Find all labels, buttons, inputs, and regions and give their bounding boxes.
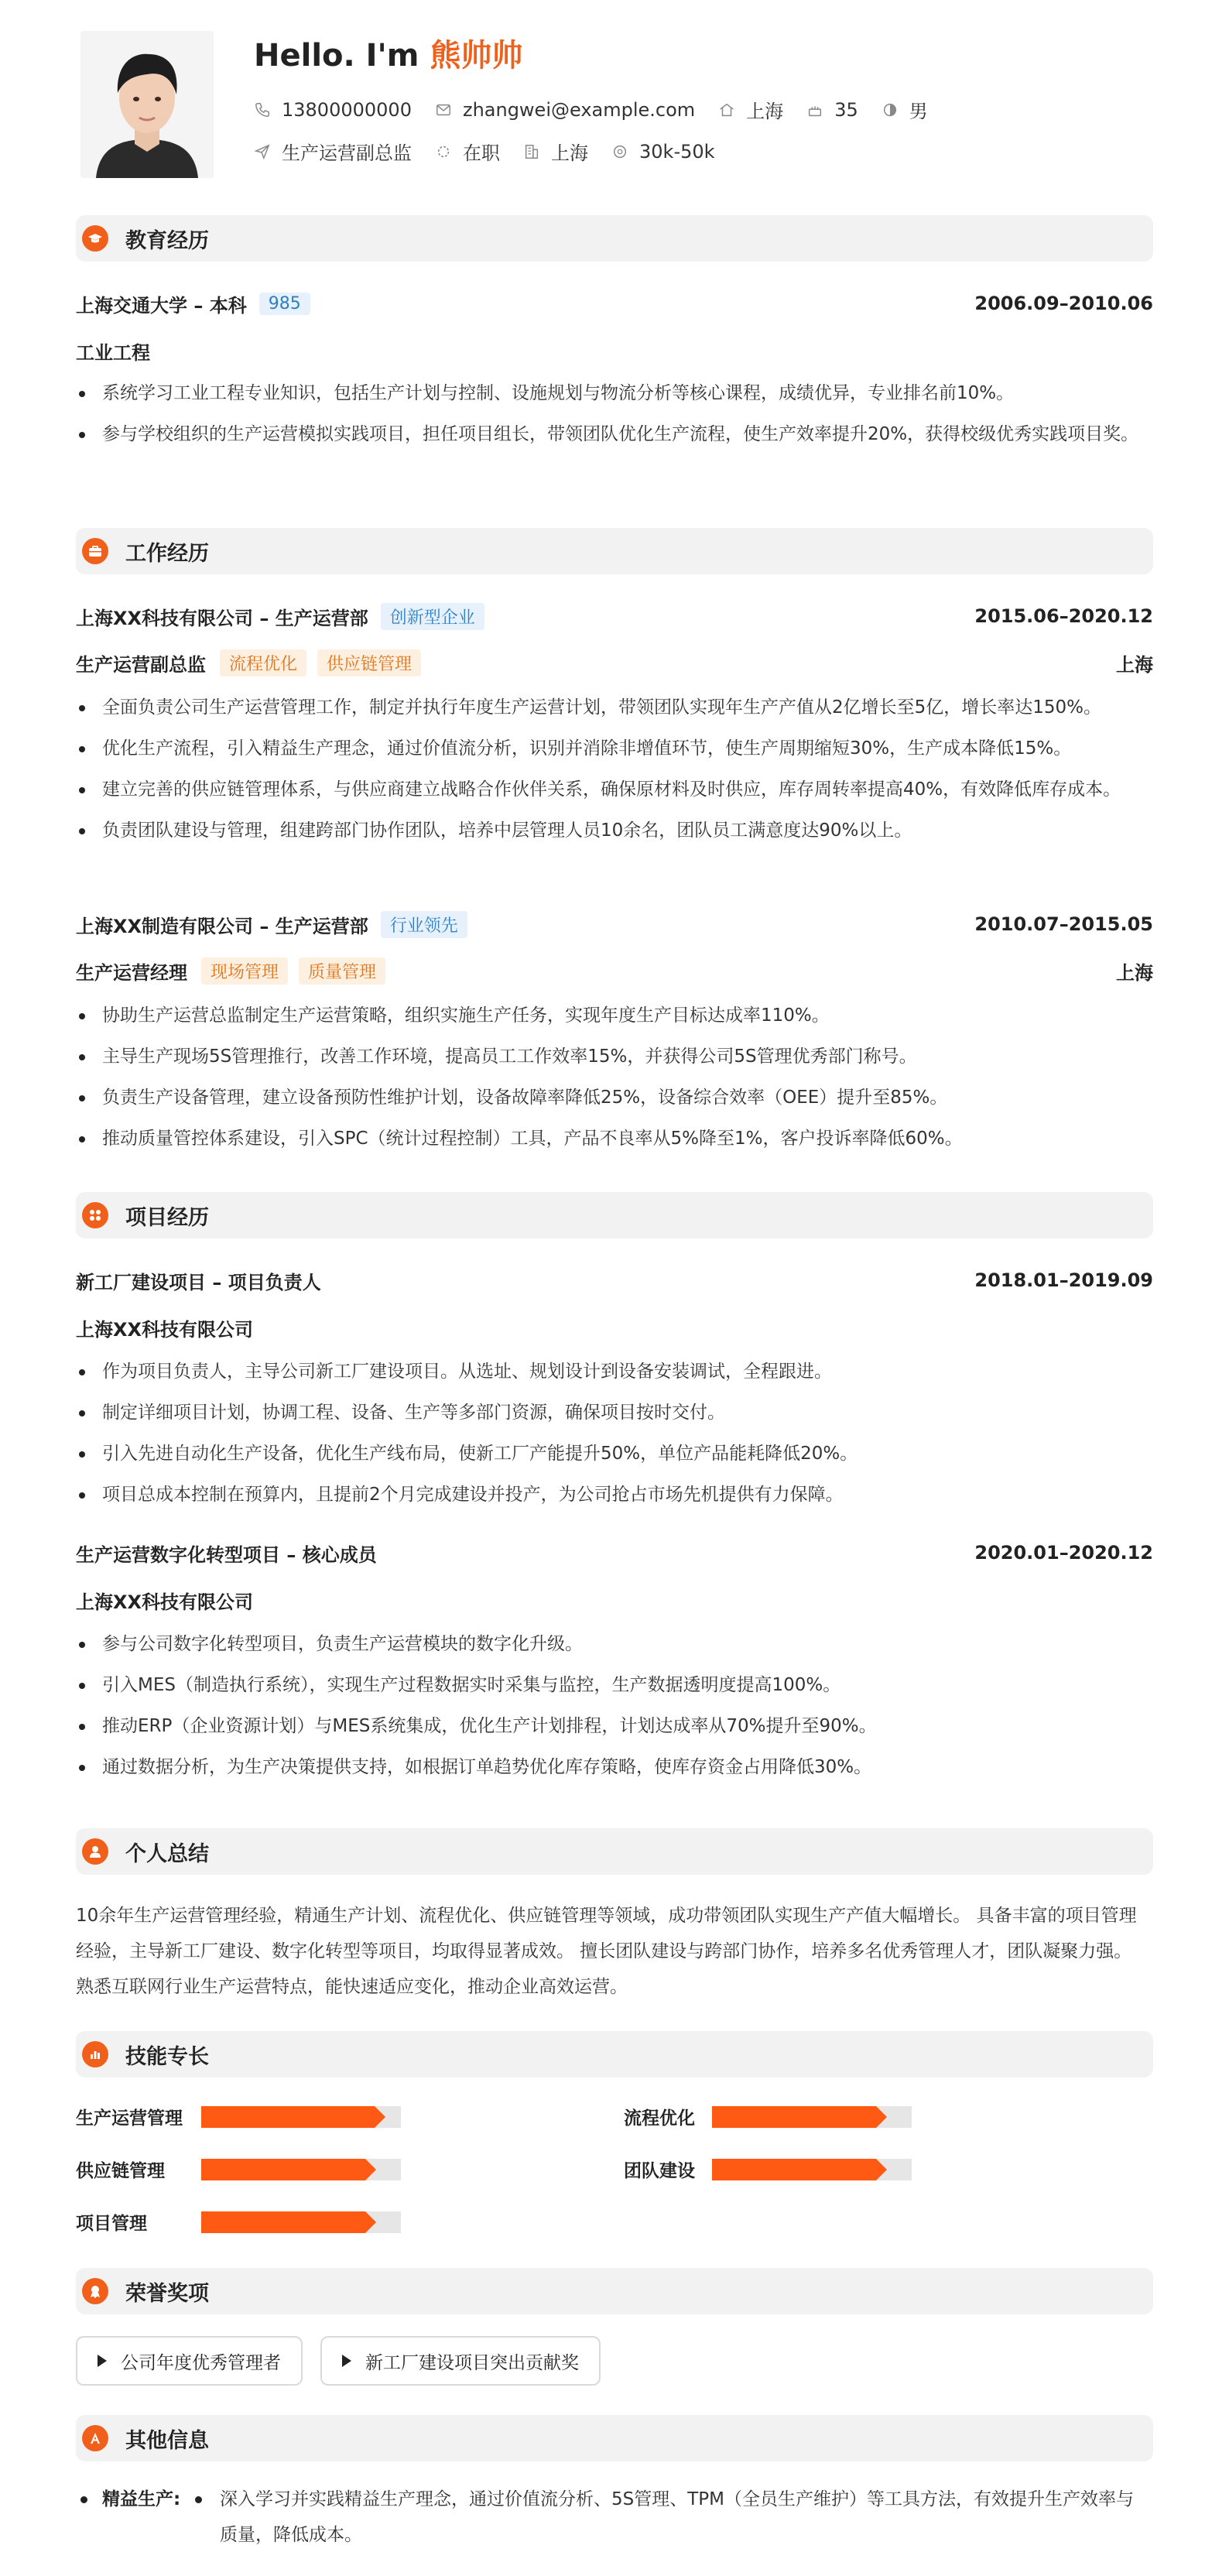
project-entry-header [76, 1539, 1153, 1567]
job-role: 生产运营经理 [76, 961, 187, 984]
play-icon [342, 2355, 351, 2367]
list-item: 主导生产现场5S管理推行，改善工作环境，提高员工工作效率15%，并获得公司5S管理优秀部门称号。 [76, 1041, 1153, 1072]
home-icon [718, 101, 735, 118]
gender-item [882, 96, 928, 123]
company-name: 上海XX科技有限公司 – 生产运营部 [76, 607, 368, 629]
location-text: 上海 [746, 101, 784, 122]
awards-section-header [76, 2268, 1153, 2314]
skill-bar-fill [201, 2211, 365, 2233]
skill-bar-fill [712, 2159, 876, 2180]
skill-tag: 现场管理 [201, 957, 288, 985]
job-entry-header [76, 602, 1153, 630]
age-icon [806, 101, 823, 118]
job-role: 生产运营副总监 [76, 653, 206, 676]
skill-tag: 供应链管理 [317, 649, 421, 677]
bullet-dot [80, 2496, 87, 2503]
money-icon [611, 143, 628, 160]
list-item: 参与学校组织的生产运营模拟实践项目，担任项目组长，带领团队优化生产流程，使生产效率提升20%，获得校级优秀实践项目奖。 [76, 419, 1153, 450]
list-item: 优化生产流程，引入精益生产理念，通过价值流分析，识别并消除非增值环节，使生产周期缩短30%，生产成本降低15%。 [76, 733, 1153, 764]
skill-bar-fill [712, 2106, 876, 2128]
awards-section-title: 荣誉奖项 [125, 2281, 209, 2306]
skill-bar-fill [201, 2159, 365, 2180]
school-tag: 985 [259, 293, 310, 315]
salary-item [611, 141, 715, 163]
resume-header [76, 0, 1153, 194]
bullet-dot [195, 2496, 202, 2503]
skill-name: 团队建设 [624, 2161, 695, 2181]
education-section-title: 教育经历 [125, 228, 209, 253]
other-info-label: 精益生产: [102, 2489, 181, 2509]
skills-section-title: 技能专长 [125, 2044, 209, 2069]
company-name: 上海XX制造有限公司 – 生产运营部 [76, 915, 368, 937]
job-entry-header [76, 910, 1153, 938]
age-text: 35 [834, 98, 858, 121]
summary-section-header [76, 1828, 1153, 1875]
award-item [320, 2336, 601, 2386]
list-item: 引入先进自动化生产设备，优化生产线布局，使新工厂产能提升50%，单位产品能耗降低20%。 [76, 1438, 1153, 1469]
mail-icon [435, 101, 452, 118]
job-role-row [76, 957, 1153, 985]
location-item [718, 96, 783, 123]
status-text: 在职 [463, 142, 500, 164]
list-item: 负责团队建设与管理，组建跨部门协作团队，培养中层管理人员10余名，团队员工满意度达90%以上。 [76, 815, 1153, 846]
skill-item [76, 2156, 401, 2182]
school-name: 上海交通大学 – 本科 [76, 294, 247, 317]
list-item: 系统学习工业工程专业知识，包括生产计划与控制、设施规划与物流分析等核心课程，成绩优异，专业排名前10%。 [76, 378, 1153, 409]
skill-name: 供应链管理 [76, 2161, 165, 2181]
list-item: 制定详细项目计划，协调工程、设备、生产等多部门资源，确保项目按时交付。 [76, 1397, 1153, 1428]
job-bullets [76, 692, 1153, 856]
contact-row [254, 96, 951, 123]
project-title: 生产运营数字化转型项目 – 核心成员 [76, 1543, 377, 1566]
skill-tag: 流程优化 [220, 649, 306, 677]
info-icon [82, 2425, 108, 2451]
projects-section-title: 项目经历 [125, 1205, 209, 1230]
briefcase-icon [82, 538, 108, 564]
project-date: 2018.01–2019.09 [974, 1269, 1153, 1291]
list-item: 推动ERP（企业资源计划）与MES系统集成，优化生产计划排程，计划达成率从70%提升至90%。 [76, 1711, 1153, 1742]
phone-text: 13800000000 [282, 98, 412, 121]
work-section-header [76, 528, 1153, 574]
skill-tag: 质量管理 [299, 957, 385, 985]
phone-icon [254, 101, 271, 118]
gender-icon [882, 101, 899, 118]
education-section-header [76, 215, 1153, 262]
chart-icon [82, 2041, 108, 2067]
skill-bar-fill [201, 2106, 375, 2128]
project-company: 上海XX科技有限公司 [76, 1319, 254, 1341]
education-bullets [76, 378, 1153, 460]
skill-name: 项目管理 [76, 2214, 147, 2234]
candidate-name: 熊帅帅 [430, 38, 523, 74]
job-date: 2015.06–2020.12 [974, 605, 1153, 627]
other-section-header [76, 2415, 1153, 2461]
project-title: 新工厂建设项目 – 项目负责人 [76, 1271, 321, 1293]
skill-item [624, 2104, 912, 2129]
work-section-title: 工作经历 [125, 541, 209, 566]
list-item: 通过数据分析，为生产决策提供支持，如根据订单趋势优化库存策略，使库存资金占用降低30%。 [76, 1752, 1153, 1783]
list-item: 全面负责公司生产运营管理工作，制定并执行年度生产运营计划，带领团队实现年生产产值从2亿增长至5亿，增长率达150%。 [76, 692, 1153, 723]
skill-item [76, 2104, 401, 2129]
summary-section-title: 个人总结 [125, 1841, 209, 1866]
list-item: 项目总成本控制在预算内，且提前2个月完成建设并投产，为公司抢占市场先机提供有力保障。 [76, 1479, 1153, 1510]
user-icon [82, 1838, 108, 1865]
grid-icon [82, 1202, 108, 1228]
greeting-title [254, 31, 522, 75]
award-label: 公司年度优秀管理者 [121, 2352, 281, 2373]
avatar [80, 31, 214, 178]
other-section-title: 其他信息 [125, 2428, 209, 2453]
skill-bar [712, 2106, 912, 2128]
job-city: 上海 [1116, 961, 1153, 984]
company-tag: 创新型企业 [381, 603, 484, 630]
education-entry-header [76, 289, 1153, 317]
list-item: 建立完善的供应链管理体系，与供应商建立战略合作伙伴关系，确保原材料及时供应，库存周转率提高40%，有效降低库存成本。 [76, 774, 1153, 805]
phone-item [254, 99, 412, 121]
job-role-row [76, 649, 1153, 677]
skill-name: 生产运营管理 [76, 2108, 183, 2129]
job-city: 上海 [1116, 653, 1153, 676]
list-item: 参与公司数字化转型项目，负责生产运营模块的数字化升级。 [76, 1629, 1153, 1660]
skill-bar [712, 2159, 912, 2180]
send-icon [254, 143, 271, 160]
list-item: 负责生产设备管理，建立设备预防性维护计划，设备故障率降低25%，设备综合效率（OEE）提升至85%。 [76, 1082, 1153, 1113]
education-date: 2006.09–2010.06 [974, 293, 1153, 314]
other-info-text: 深入学习并实践精益生产理念，通过价值流分析、5S管理、TPM（全员生产维护）等工具方法，有效提升生产效率与质量，降低成本。 [220, 2489, 1134, 2545]
projects-section-header [76, 1192, 1153, 1238]
skill-bar [201, 2159, 401, 2180]
greeting-text: Hello. I'm [254, 38, 419, 74]
position-text: 生产运营副总监 [282, 142, 412, 164]
list-item: 推动质量管控体系建设，引入SPC（统计过程控制）工具，产品不良率从5%降至1%，客户投诉率降低60%。 [76, 1123, 1153, 1154]
email-text: zhangwei@example.com [462, 98, 696, 121]
project-entry-header [76, 1266, 1153, 1294]
project-company: 上海XX科技有限公司 [76, 1591, 254, 1613]
award-label: 新工厂建设项目突出贡献奖 [365, 2352, 579, 2373]
building-icon [523, 143, 540, 160]
project-date: 2020.01–2020.12 [974, 1542, 1153, 1564]
award-icon [82, 2278, 108, 2304]
summary-text: 10余年生产运营管理经验，精通生产计划、流程优化、供应链管理等领域，成功带领团队实现生产产值大幅增长。 具备丰富的项目管理经验，主导新工厂建设、数字化转型等项目，均取得显著成效。 擅长团队建设与跨部门协作，培养多名优秀管理人才，团队凝聚力强。 熟悉互联网行业生产运营特点，能快速适应变化，推动企业高效运营。 [76, 1906, 1137, 1997]
city-text: 上海 [551, 142, 588, 164]
list-item: 引入MES（制造执行系统），实现生产过程数据实时采集与监控，生产数据透明度提高100%。 [76, 1670, 1153, 1701]
play-icon [98, 2355, 107, 2367]
job-date: 2010.07–2015.05 [974, 913, 1153, 935]
major-name: 工业工程 [76, 342, 150, 364]
position-item [254, 138, 412, 165]
skill-bar [201, 2211, 401, 2233]
company-tag: 行业领先 [381, 911, 467, 938]
list-item: 作为项目负责人，主导公司新工厂建设项目。从选址、规划设计到设备安装调试，全程跟进。 [76, 1356, 1153, 1387]
award-item [76, 2336, 303, 2386]
skill-name: 流程优化 [624, 2108, 695, 2129]
skill-bar [201, 2106, 401, 2128]
job-info-row [254, 138, 738, 165]
skills-section-header [76, 2031, 1153, 2078]
salary-text: 30k-50k [639, 140, 715, 163]
age-item [806, 99, 858, 121]
skill-item [624, 2156, 912, 2182]
skill-item [76, 2209, 401, 2235]
graduation-cap-icon [82, 225, 108, 252]
gender-text: 男 [909, 101, 928, 122]
city-item [523, 138, 588, 165]
email-item [435, 99, 695, 121]
status-icon [435, 143, 452, 160]
status-item [435, 138, 500, 165]
job-bullets [76, 1000, 1153, 1164]
project-bullets [76, 1356, 1153, 1520]
project-bullets [76, 1629, 1153, 1793]
list-item: 协助生产运营总监制定生产运营策略，组织实施生产任务，实现年度生产目标达成率110%。 [76, 1000, 1153, 1031]
